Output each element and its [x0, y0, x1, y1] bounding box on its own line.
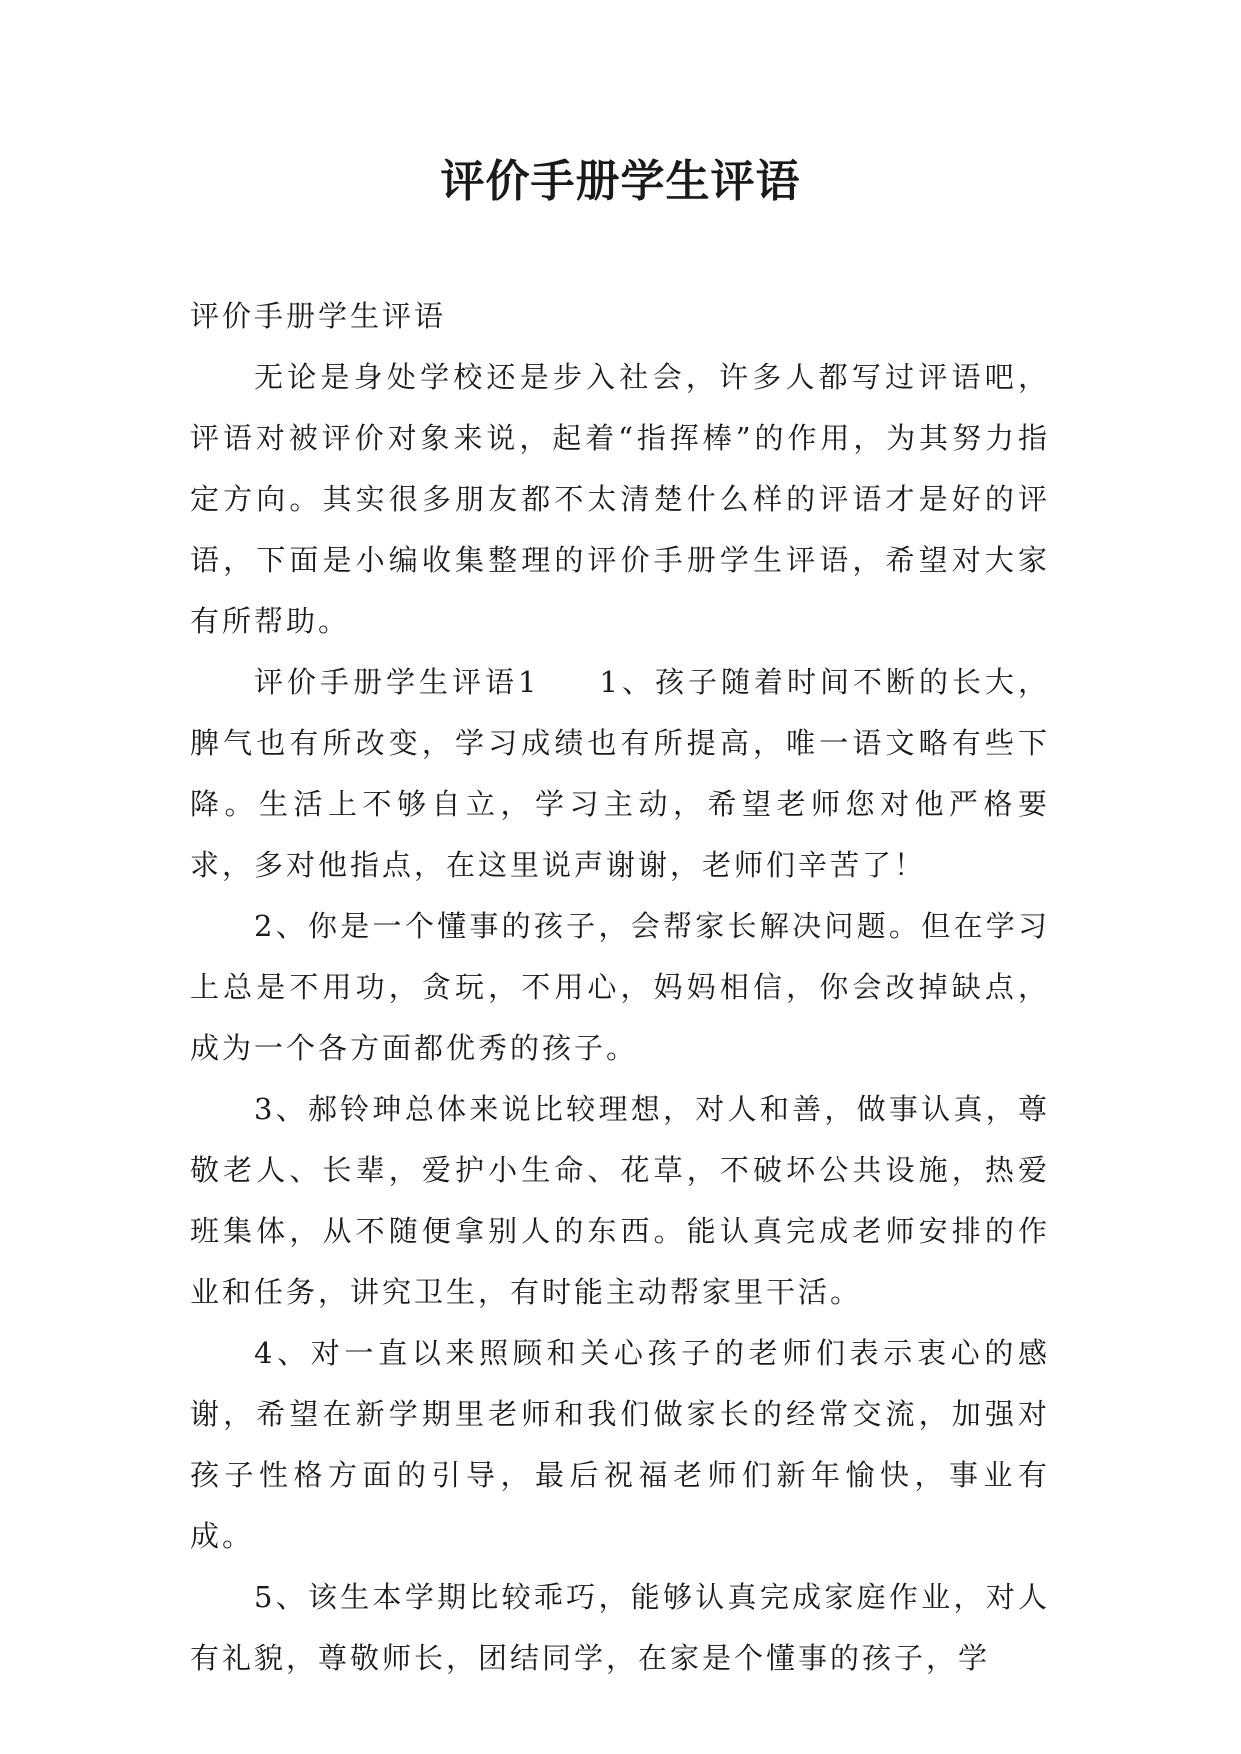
document-title: 评价手册学生评语	[440, 156, 801, 207]
section-paragraph	[190, 652, 1050, 896]
comment-item-4: 4、对一直以来照顾和关心孩子的老师们表示衷心的感谢，希望在新学期里老师和我们做家长的经常交流，加强对孩子性格方面的引导，最后祝福老师们新年愉快，事业有成。	[190, 1336, 1050, 1553]
intro-paragraph: 无论是身处学校还是步入社会，许多人都写过评语吧，评语对被评价对象来说，起着“指挥棒”的作用，为其努力指定方向。其实很多朋友都不太清楚什么样的评语才是好的评语，下面是小编收集整理的评价手册学生评语，希望对大家有所帮助。	[190, 360, 1050, 638]
document-body	[190, 286, 1050, 1689]
comment-item-1: 1、孩子随着时间不断的长大，脾气也有所改变，学习成绩也有所提高，唯一语文略有些下降。生活上不够自立，学习主动，希望老师您对他严格要求，多对他指点，在这里说声谢谢，老师们辛苦了！	[190, 665, 1051, 882]
comment-item-3: 3、郝铃珅总体来说比较理想，对人和善，做事认真，尊敬老人、长辈，爱护小生命、花草，不破坏公共设施，热爱班集体，从不随便拿别人的东西。能认真完成老师安排的作业和任务，讲究卫生，有时能主动帮家里干活。	[190, 1092, 1050, 1309]
subtitle-paragraph: 评价手册学生评语	[190, 299, 447, 333]
comment-item-2: 2、你是一个懂事的孩子，会帮家长解决问题。但在学习上总是不用功，贪玩，不用心，妈妈相信，你会改掉缺点，成为一个各方面都优秀的孩子。	[190, 909, 1050, 1065]
section-heading: 评价手册学生评语1	[254, 665, 540, 699]
comment-item-5: 5、该生本学期比较乖巧，能够认真完成家庭作业，对人有礼貌，尊敬师长，团结同学，在家是个懂事的孩子，学	[190, 1580, 1050, 1675]
